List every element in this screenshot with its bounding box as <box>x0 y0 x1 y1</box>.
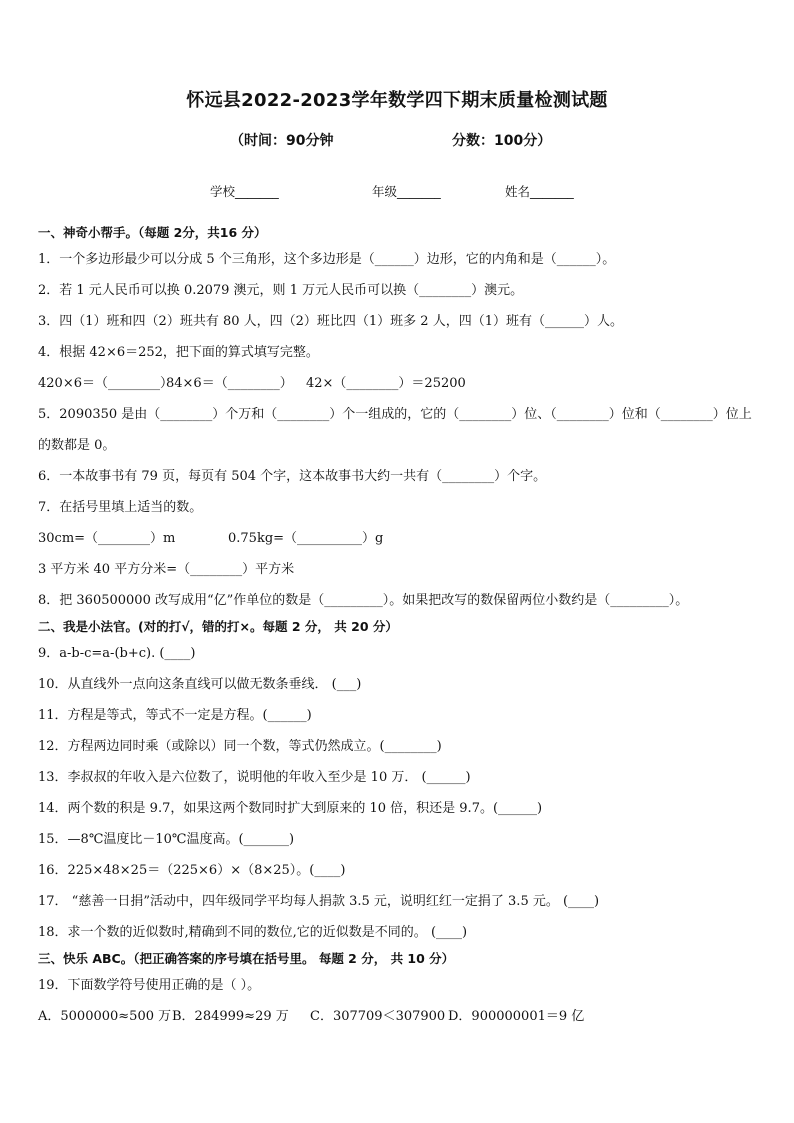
question-4-item-a: 420×6＝（________） <box>38 376 173 391</box>
question-7-item-a: 30cm=（________）m <box>38 531 176 546</box>
question-16: 16．225×48×25＝（225×6）×（8×25）。(____) <box>38 863 346 878</box>
question-14: 14．两个数的积是 9.7，如果这两个数同时扩大到原来的 10 倍，积还是 9.7。(______) <box>38 801 543 816</box>
question-7: 7．在括号里填上适当的数。 <box>38 500 203 515</box>
option-a: A．5000000≈500 万 <box>38 1009 172 1024</box>
section-heading: 二、我是小法官。(对的打√，错的打×。每题 2 分， 共 20 分） <box>38 619 398 634</box>
score-label: 分数：100分） <box>452 133 552 149</box>
question-19: 19．下面数学符号使用正确的是（ ）。 <box>38 978 261 993</box>
question-7-item-c: 3 平方米 40 平方分米=（________）平方米 <box>38 562 295 577</box>
question-7-item-b: 0.75kg=（__________）g <box>228 531 384 546</box>
question-5: 5．2090350 是由（________）个万和（________）个一组成的，它的（________）位、（________）位和（________）位上的数都是 0。 <box>38 407 752 453</box>
option-d: D．900000001＝9 亿 <box>448 1009 585 1024</box>
question-11: 11．方程是等式，等式不一定是方程。(______) <box>38 708 312 723</box>
question-4-items <box>38 368 758 399</box>
name-field: 姓名_______ <box>505 184 574 199</box>
question-12: 12．方程两边同时乘（或除以）同一个数，等式仍然成立。(________) <box>38 739 442 754</box>
question-1: 1．一个多边形最少可以分成 5 个三角形，这个多边形是（______）边形，它的内角和是（______）。 <box>38 252 616 267</box>
exam-content <box>38 222 758 1032</box>
question-10: 10．从直线外一点向这条直线可以做无数条垂线． (___) <box>38 677 362 692</box>
question-6: 6．一本故事书有 79 页，每页有 504 个字，这本故事书大约一共有（________）个字。 <box>38 469 547 484</box>
question-9: 9．a-b-c=a-(b+c). (____) <box>38 646 196 661</box>
question-8: 8．把 360500000 改写成用“亿”作单位的数是（_________）。如果把改写的数保留两位小数约是（_________）。 <box>38 593 689 608</box>
section-heading: 一、神奇小帮手。（每题 2分，共16 分） <box>38 225 267 240</box>
time-label: （时间：90分钟 <box>230 133 334 149</box>
school-field: 学校_______ <box>210 184 279 199</box>
question-13: 13．李叔叔的年收入是六位数了，说明他的年收入至少是 10 万． (______) <box>38 770 471 785</box>
question-3: 3．四（1）班和四（2）班共有 80 人，四（2）班比四（1）班多 2 人，四（1）班有（______）人。 <box>38 314 623 329</box>
question-4: 4．根据 42×6＝252，把下面的算式填写完整。 <box>38 345 319 360</box>
question-4-item-b: 84×6＝（________） <box>166 376 293 391</box>
question-17: 17． “慈善一日捐”活动中，四年级同学平均每人捐款 3.5 元，说明红红一定捐了 3.5 元。 (____) <box>38 894 600 909</box>
question-15: 15．—8℃温度比－10℃温度高。(_______) <box>38 832 295 847</box>
question-2: 2．若 1 元人民币可以换 0.2079 澳元，则 1 万元人民币可以换（________）澳元。 <box>38 283 524 298</box>
grade-field: 年级_______ <box>372 184 441 199</box>
question-18: 18．求一个数的近似数时,精确到不同的数位,它的近似数是不同的。 (____) <box>38 925 468 940</box>
option-c: C．307709＜307900 <box>310 1009 446 1024</box>
question-7-items <box>38 523 758 554</box>
question-19-options <box>38 1001 758 1032</box>
question-4-item-c: 42×（________）＝25200 <box>306 376 466 391</box>
option-b: B．284999≈29 万 <box>172 1009 289 1024</box>
exam-title: 怀远县2022-2023学年数学四下期末质量检测试题 <box>186 90 608 111</box>
section-heading: 三、快乐 ABC。（把正确答案的序号填在括号里。 每题 2 分， 共 10 分） <box>38 951 455 966</box>
